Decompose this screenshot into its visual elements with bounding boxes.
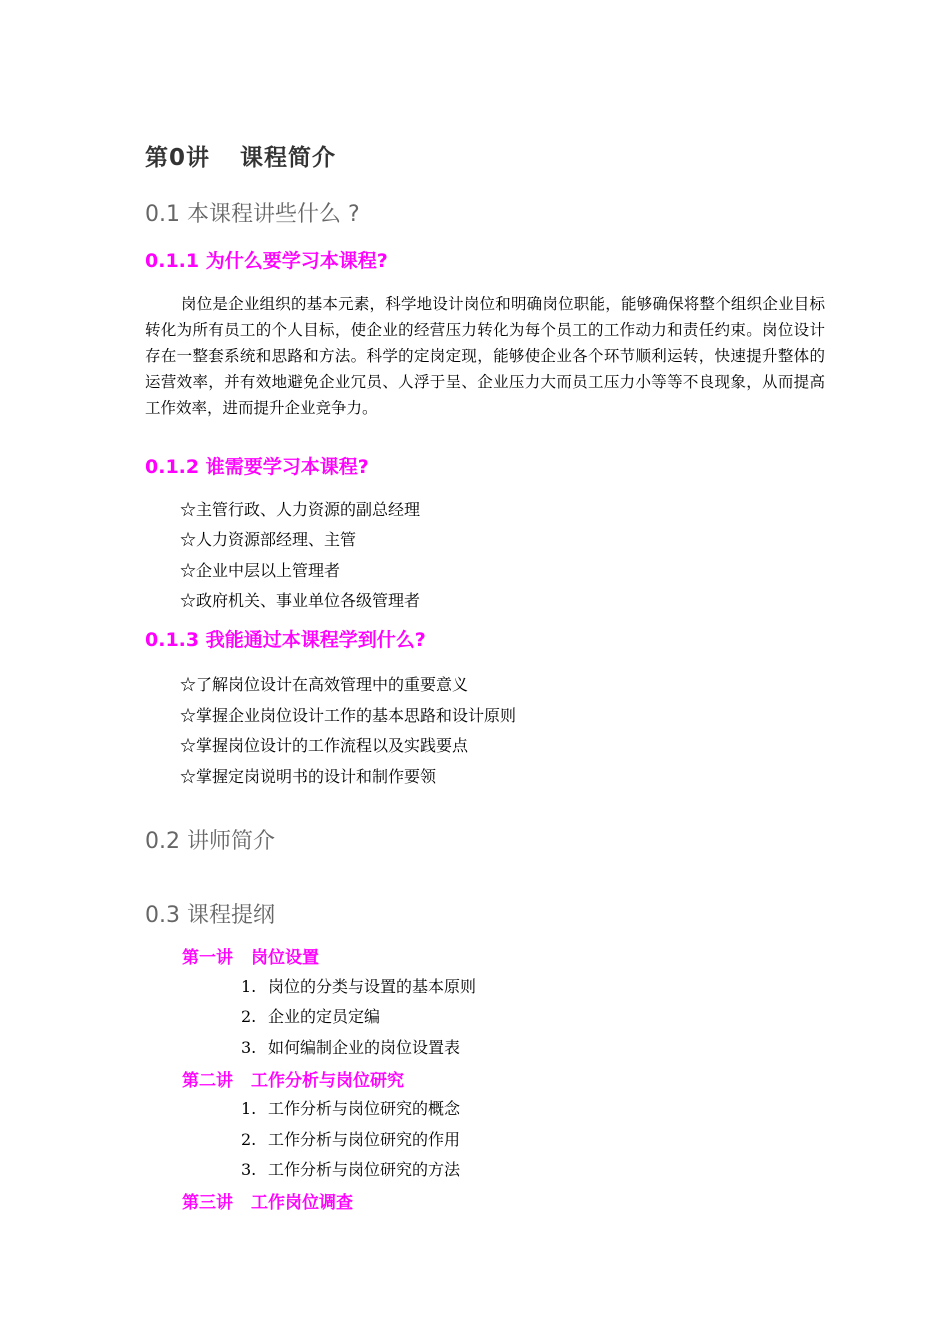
outline-item	[241, 1157, 460, 1180]
subsection-heading-0-1-1: 0.1.1 为什么要学习本课程?	[145, 250, 388, 272]
intro-paragraph: 岗位是企业组织的基本元素，科学地设计岗位和明确岗位职能，能够确保将整个组织企业目标转化为所有员工的个人目标，使企业的经营压力转化为每个员工的工作动力和责任约束。岗位设计存在一整套系统和思路和方法。科学的定岗定现，能够使企业各个环节顺利运转，快速提升整体的运营效率，并有效地避免企业冗员、人浮于呈、企业压力大而员工压力小等等不良现象，从而提高工作效率，进而提升企业竞争力。	[145, 295, 825, 417]
outline-item-text: 如何编制企业的岗位设置表	[268, 1038, 461, 1057]
outline-item-text: 工作分析与岗位研究的方法	[268, 1160, 461, 1179]
outline-item	[241, 1004, 380, 1027]
outline-item-text: 企业的定员定编	[268, 1007, 381, 1026]
lecture-heading	[182, 943, 319, 968]
outline-item-number: 2.	[241, 1007, 257, 1026]
outcome-item: ☆掌握企业岗位设计工作的基本思路和设计原则	[180, 706, 517, 725]
outline-item-number: 3.	[241, 1038, 257, 1057]
chapter-title	[145, 139, 336, 172]
outline-item	[241, 1096, 460, 1119]
lecture-heading	[182, 1066, 404, 1091]
chapter-name: 课程简介	[240, 145, 337, 171]
outline-item	[241, 1035, 460, 1058]
audience-item: ☆人力资源部经理、主管	[180, 530, 357, 549]
outline-item-number: 1.	[241, 1099, 257, 1118]
audience-item: ☆企业中层以上管理者	[180, 561, 341, 580]
chapter-label: 第0讲	[145, 145, 211, 171]
lecture-number: 第三讲	[182, 1193, 233, 1213]
outcome-item: ☆了解岗位设计在高效管理中的重要意义	[180, 675, 469, 694]
outline-item-number: 2.	[241, 1130, 257, 1149]
audience-item: ☆政府机关、事业单位各级管理者	[180, 591, 421, 610]
subsection-heading-0-1-2: 0.1.2 谁需要学习本课程?	[145, 456, 369, 478]
lecture-number: 第一讲	[182, 948, 233, 968]
outcome-item: ☆掌握定岗说明书的设计和制作要领	[180, 767, 437, 786]
lecture-number: 第二讲	[182, 1071, 233, 1091]
lecture-title: 工作分析与岗位研究	[251, 1071, 404, 1091]
outline-item	[241, 1127, 460, 1150]
outline-item	[241, 974, 476, 997]
outline-item-text: 岗位的分类与设置的基本原则	[268, 977, 477, 996]
section-heading-0-2: 0.2 讲师简介	[145, 829, 275, 854]
section-heading-0-1: 0.1 本课程讲些什么 ?	[145, 202, 360, 227]
outline-item-number: 1.	[241, 977, 257, 996]
audience-item: ☆主管行政、人力资源的副总经理	[180, 500, 421, 519]
outline-item-text: 工作分析与岗位研究的作用	[268, 1130, 461, 1149]
subsection-heading-0-1-3: 0.1.3 我能通过本课程学到什么?	[145, 629, 426, 651]
lecture-title: 工作岗位调查	[251, 1193, 353, 1213]
lecture-heading	[182, 1188, 353, 1213]
outline-item-text: 工作分析与岗位研究的概念	[268, 1099, 461, 1118]
section-heading-0-3: 0.3 课程提纲	[145, 903, 275, 928]
outcome-item: ☆掌握岗位设计的工作流程以及实践要点	[180, 736, 469, 755]
lecture-title: 岗位设置	[251, 948, 319, 968]
outline-item-number: 3.	[241, 1160, 257, 1179]
